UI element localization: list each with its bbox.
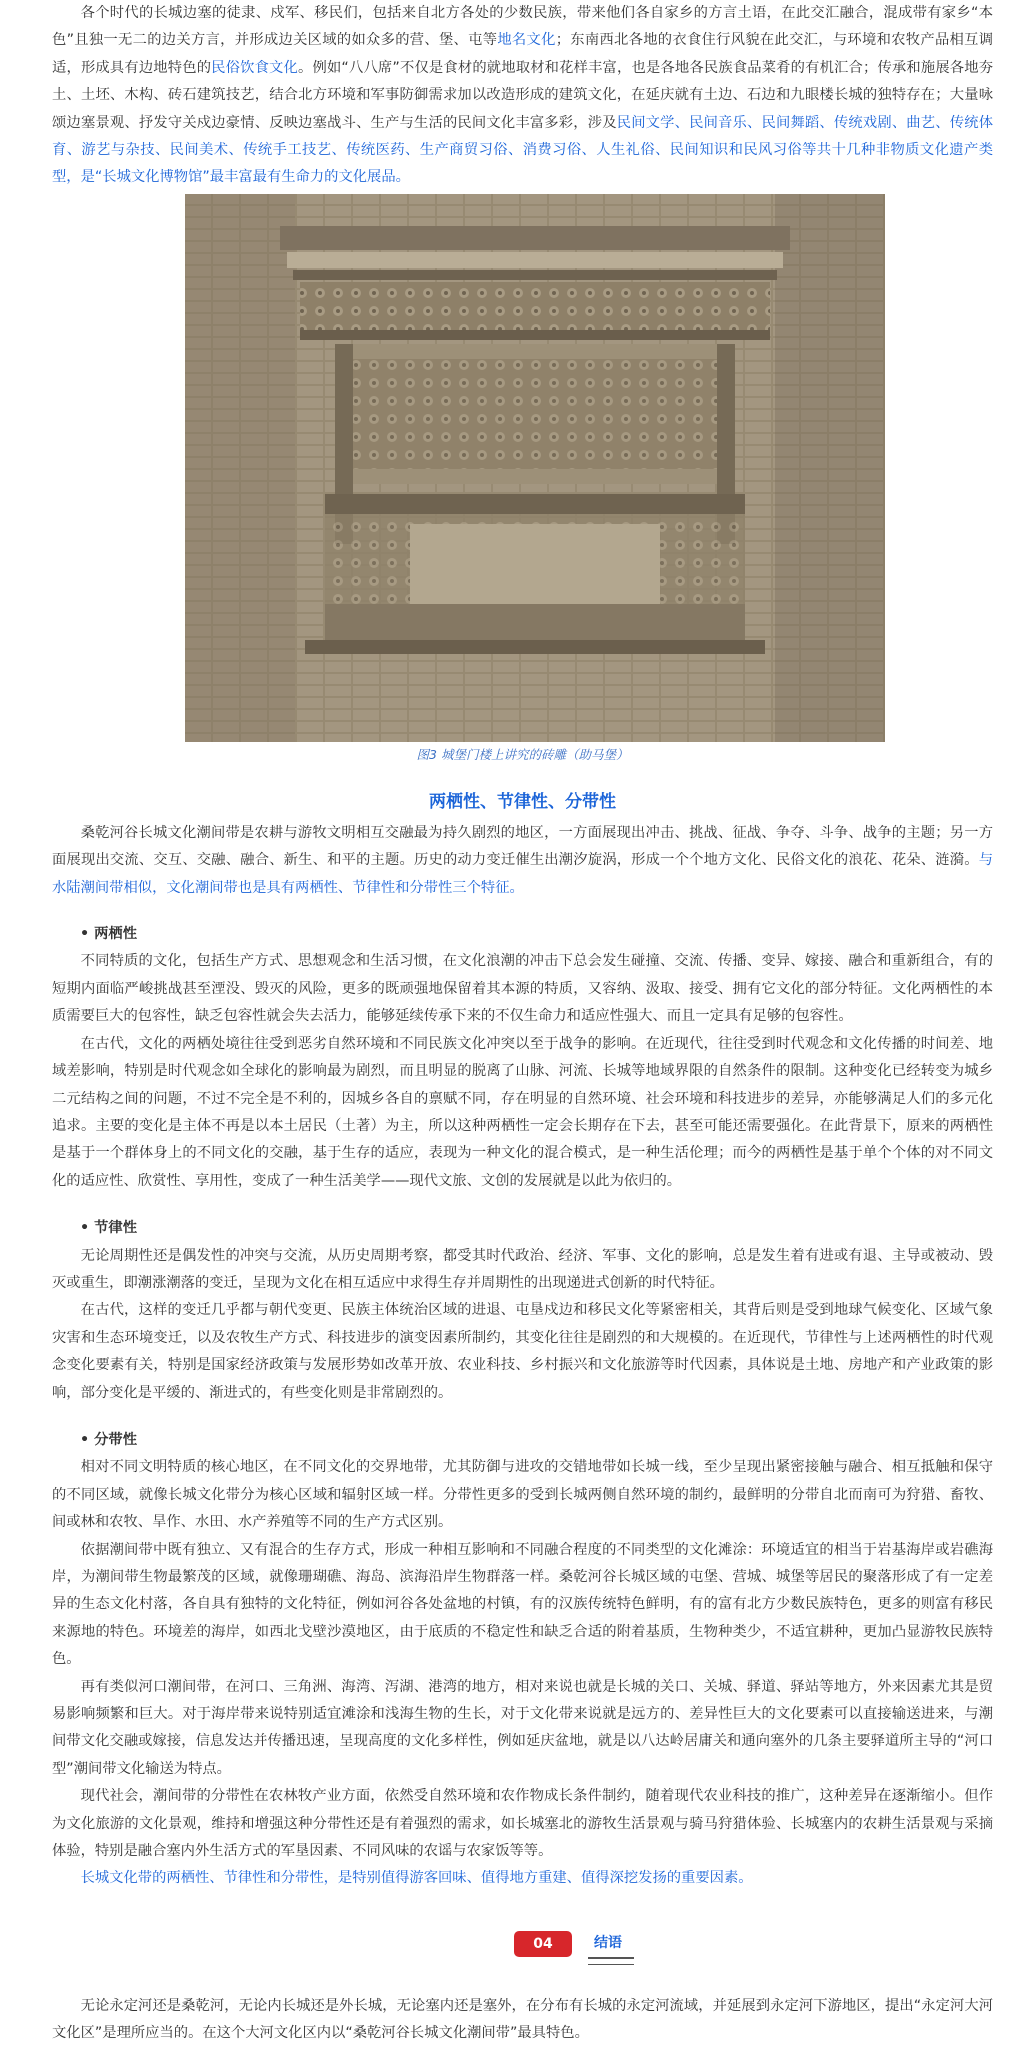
paragraph-zonal-1: 相对不同文明特质的核心地区，在不同文化的交界地带，尤其防御与进攻的交错地带如长城一线，至少呈现出紧密接触与融合、相互抵触和保守的不同区域，就像长城文化带分为核心区域和辐射区域一样。分带性更多的受到长城两侧自然环境的制约，最鲜明的分带自北而南可为狩猎、畜牧、间或林和农牧、旱作、水田、水产养殖等不同的生产方式区别。 <box>52 1459 993 1531</box>
conclusion-header <box>52 1893 993 1993</box>
text-segment: 。例如“八八席”不仅是食材的就地取材和花样丰富，也是各地各民族食品菜肴的有机汇合；传承和施展各地夯土、土坯、木构、砖石建筑技艺，结合北方环境和军事防御需求加以改造形成的建筑文化，在延庆就有土边、石边和九眼楼长城的独特存在；大量咏颂边塞景观、抒发守关戍边豪情、反映边塞战斗、生产与生活的民间文化丰富多彩，涉及 <box>52 59 994 131</box>
text-segment: ；东南西北各地的衣食住行风貌在此交汇，与环境和农牧产品相互调适，形成具有边地特色的 <box>52 32 994 76</box>
section-heading: 两栖性、节律性、分带性 <box>429 791 616 812</box>
section-number-badge: 04 <box>514 1931 572 1957</box>
paragraph-zonal-2: 依据潮间带中既有独立、又有混合的生存方式，形成一种相互影响和不同融合程度的不同类型的文化滩涂：环境适宜的相当于岩基海岸或岩礁海岸，为潮间带生物最繁茂的区域，就像珊瑚礁、海岛、滨海沿岸生物群落一样。桑乾河谷长城区域的屯堡、营城、城堡等居民的聚落形成了有一定差异的生态文化村落，各自具有独特的文化特征，例如河谷各处盆地的村镇，有的汉族传统特色鲜明，有的富有北方少数民族特色，更多的则富有移民来源地的特色。环境差的海岸，如西北戈壁沙漠地区，由于底质的不稳定性和缺乏合适的附着基质，生物种类少，不适宜耕种，更加凸显游牧民族特色。 <box>52 1541 993 1668</box>
brick-gate-illustration <box>185 194 885 742</box>
text-segment: 桑乾河谷长城文化潮间带是农耕与游牧文明相互交融最为持久剧烈的地区，一方面展现出冲击、挑战、征战、争夺、斗争、战争的主题；另一方面展现出交流、交互、交融、融合、新生、和平的主题。历史的动力变迁催生出潮汐旋涡，形成一个个地方文化、民俗文化的浪花、花朵、涟漪。 <box>52 824 993 869</box>
highlight-three-features: 与水陆潮间带相似，文化潮间带也是具有两栖性、节律性和分带性三个特征。 <box>52 852 993 896</box>
paragraph-zonal-3: 再有类似河口潮间带，在河口、三角洲、海湾、泻湖、港湾的地方，相对来说也就是长城的关口、关城、驿道、驿站等地方，外来因素尤其是贸易影响频繁和巨大。对于海岸带来说特别适宜滩涂和浅海生物的生长，对于文化带来说就是远方的、差异性巨大的文化要素可以直接输送进来，与潮间带文化交融或嫁接，信息发达并传播迅速，呈现高度的文化多样性，例如延庆盆地，就是以八达岭居庸关和通向塞外的几条主要驿道所主导的“河口型”潮间带文化输送为特点。 <box>52 1678 993 1777</box>
brick-carving-photo <box>185 194 885 742</box>
paragraph-rhythm-1: 无论周期性还是偶发性的冲突与交流，从历史周期考察，都受其时代政治、经济、军事、文化的影响，总是发生着有进或有退、主导或被动、毁灭或重生，即潮涨潮落的变迁，呈现为文化在相互适应中求得生存并周期性的出现递进式创新的时代特征。 <box>52 1247 993 1291</box>
paragraph-section-intro <box>52 820 993 902</box>
text-segment: 各个时代的长城边塞的徒隶、戍军、移民们，包括来自北方各处的少数民族，带来他们各自家乡的方言土语，在此交汇融合，混成带有家乡“本色”且独一无二的边关方言，并形成边关区域的如众多的营、堡、屯等 <box>52 5 993 49</box>
title-underline <box>588 1957 634 1965</box>
paragraph-zonal-4: 现代社会，潮间带的分带性在农林牧产业方面，依然受自然环境和农作物成长条件制约，随着现代农业科技的推广，这种差异在逐渐缩小。但作为文化旅游的文化景观，维持和增强这种分带性还是有着强烈的需求，如长城塞北的游牧生活景观与骑马狩猎体验、长城塞内的农耕生活景观与采摘体验，特别是融合塞内外生活方式的军垦因素、不同风味的农谣与农家饭等等。 <box>52 1788 993 1860</box>
paragraph-rhythm-2: 在古代，这样的变迁几乎都与朝代变更、民族主体统治区域的进退、屯垦戍边和移民文化等紧密相关，其背后则是受到地球气候变化、区域气象灾害和生态环境变迁，以及农牧生产方式、科技进步的演变因素所制约，其变化往往是剧烈的和大规模的。在近现代，节律性与上述两栖性的时代观念变化要素有关，特别是国家经济政策与发展形势如改革开放、农业科技、乡村振兴和文化旅游等时代因素，具体说是土地、房地产和产业政策的影响，部分变化是平缓的、渐进式的，有些变化则是非常剧烈的。 <box>52 1302 993 1401</box>
paragraph-frontier-culture <box>52 0 993 192</box>
spacer <box>52 902 993 921</box>
intangible-heritage-list: 民间文学、民间音乐、民间舞蹈、传统戏剧、曲艺、传统体育、游艺与杂技、民间美术、传统手工技艺、传统医药、生产商贸习俗、消费习俗、人生礼俗、民间知识和民风习俗等共十几种非物质文化遗产类型，是“长城文化博物馆”最丰富最有生命力的文化展品。 <box>52 114 994 186</box>
paragraph-zonal-summary: 长城文化带的两栖性、节律性和分带性，是特别值得游客回味、值得地方重建、值得深挖发扬的重要因素。 <box>80 1870 753 1887</box>
link-folk-food-culture[interactable]: 民俗饮食文化 <box>211 59 298 76</box>
subheading-rhythm: • 节律性 <box>80 1220 138 1237</box>
spacer <box>52 1195 993 1215</box>
link-place-name-culture[interactable]: 地名文化 <box>497 32 556 49</box>
conclusion-title: 结语 <box>594 1934 622 1951</box>
paragraph-amphibious-1: 不同特质的文化，包括生产方式、思想观念和生活习惯，在文化浪潮的冲击下总会发生碰撞、交流、传播、变异、嫁接、融合和重新组合，有的短期内面临严峻挑战甚至湮没、毁灭的风险，更多的既顽强地保留着其本源的特质，又容纳、汲取、接受、拥有它文化的部分特征。文化两栖性的本质需要巨大的包容性，缺乏包容性就会失去活力，能够延续传承下来的不仅生命力和适应性强大、而且一定具有足够的包容性。 <box>52 953 993 1025</box>
subheading-zonal: • 分带性 <box>80 1431 138 1448</box>
paragraph-conclusion: 无论永定河还是桑乾河，无论内长城还是外长城，无论塞内还是塞外，在分布有长城的永定河流域，并延展到永定河下游地区，提出“永定河大河文化区”是理所应当的。在这个大河文化区内以“桑乾河谷长城文化潮间带”最具特色。 <box>52 1997 993 2042</box>
paragraph-amphibious-2: 在古代，文化的两栖处境往往受到恶劣自然环境和不同民族文化冲突以至于战争的影响。在近现代，往往受到时代观念和文化传播的时间差、地域差影响，特别是时代观念如全球化的影响最为剧烈，而且明显的脱离了山脉、河流、长城等地域界限的自然条件的限制。这种变化已经转变为城乡二元结构之间的问题，不过不完全是不利的，因城乡各自的禀赋不同，存在明显的自然环境、社会环境和科技进步的差异，亦能够满足人们的多元化追求。主要的变化是主体不再是以本土居民（土著）为主，所以这种两栖性一定会长期存在下去，甚至可能还需要强化。在此背景下，原来的两栖性是基于一个群体身上的不同文化的交融，基于生存的适应，表现为一种文化的混合模式，是一种生活伦理；而今的两栖性是基于单个个体的对不同文化的适应性、欣赏性、享用性，变成了一种生活美学——现代文旅、文创的发展就是以此为依归的。 <box>52 1035 993 1189</box>
figure-caption: 图3 城堡门楼上讲究的砖雕（助马堡） <box>416 746 629 762</box>
subheading-amphibious: • 两栖性 <box>80 926 138 943</box>
spacer <box>52 1407 993 1427</box>
